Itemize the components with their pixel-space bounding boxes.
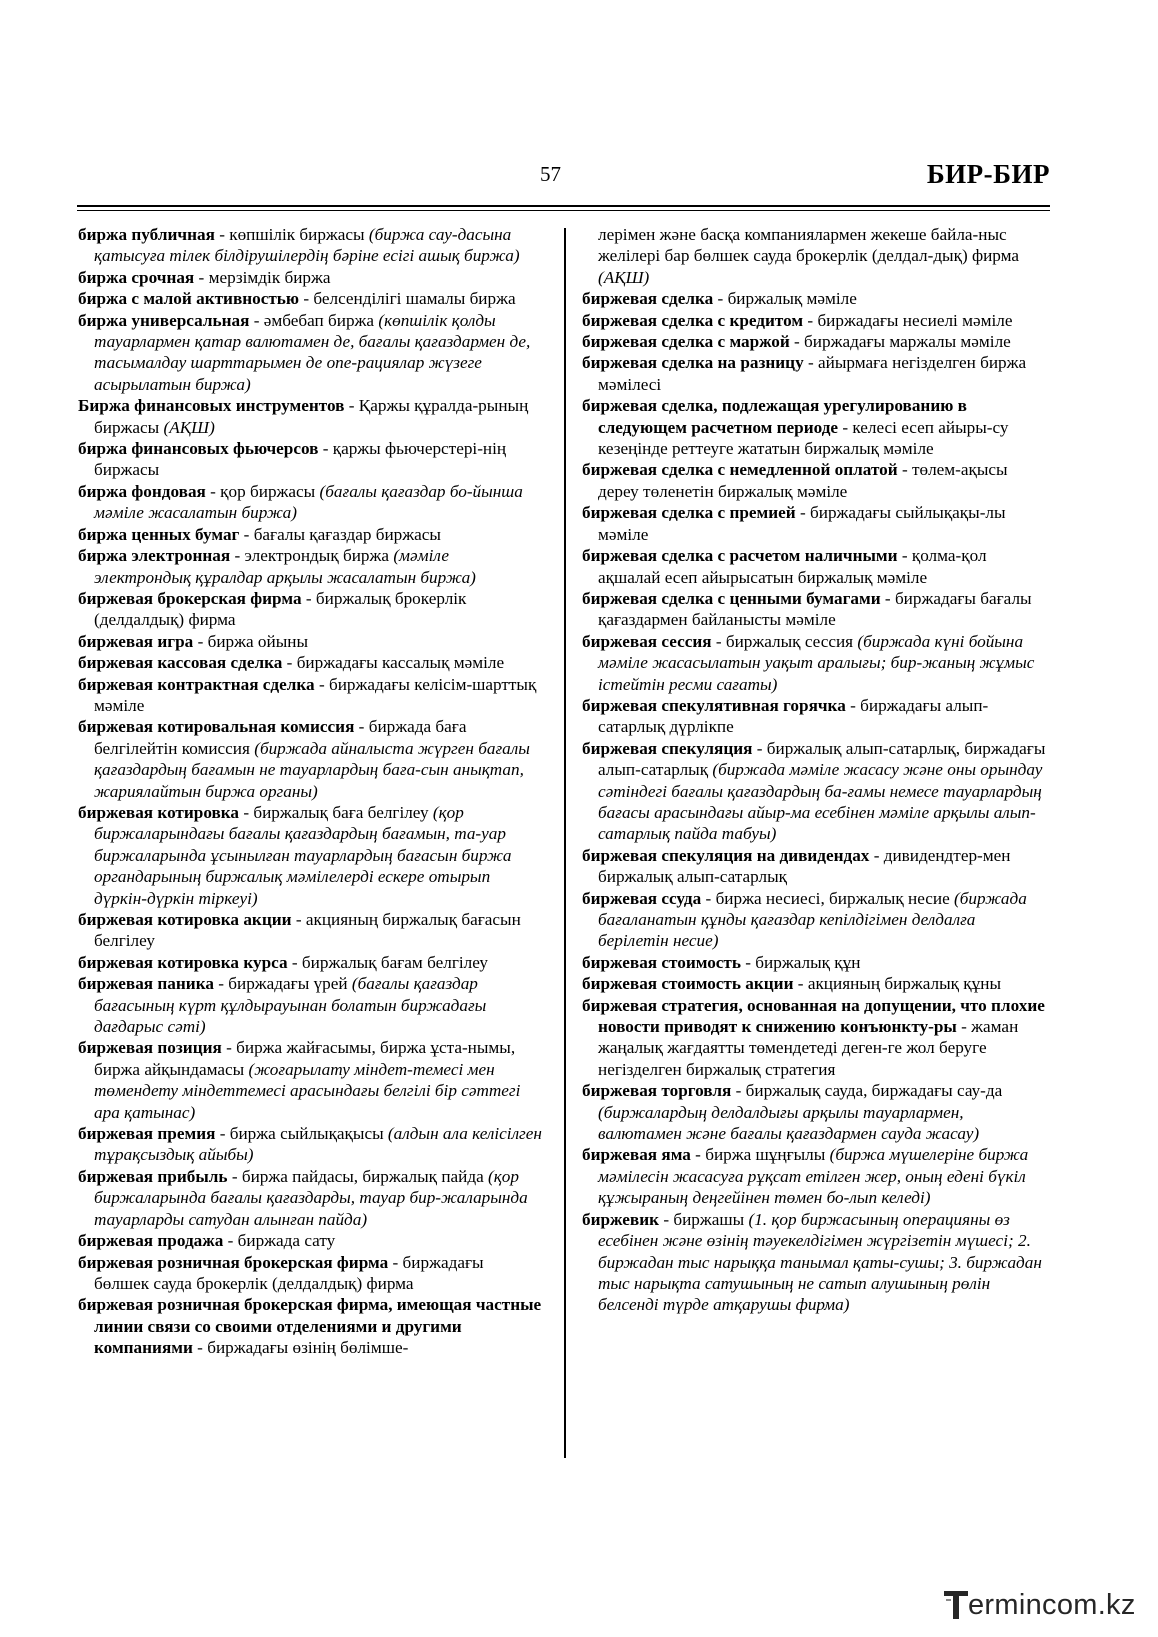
dictionary-entry <box>582 845 1048 888</box>
entry-translation: биржалық сессия <box>725 631 858 651</box>
entry-term: биржевая сделка с кредитом <box>582 310 804 330</box>
entry-translation: биржадағы маржалы мәміле <box>804 332 1011 352</box>
dictionary-entry <box>78 438 542 481</box>
entry-term: биржа с малой активностью <box>78 289 300 309</box>
dictionary-entry <box>78 802 542 909</box>
entry-translation: биржалық баға белгілеу <box>253 802 433 822</box>
dictionary-entry <box>78 1123 542 1166</box>
entry-term: Биржа финансовых инструментов <box>78 396 345 416</box>
watermark-logo <box>942 1585 1146 1625</box>
entry-translation: биржа жайғасымы, биржа ұста-нымы, биржа айқындамасы <box>94 1038 516 1079</box>
dictionary-entry <box>78 952 542 973</box>
entry-separator: - <box>690 1145 706 1165</box>
entry-term: биржевая котировка акции <box>78 910 292 929</box>
entry-term: биржевая игра <box>78 631 194 651</box>
entry-term: биржевая контрактная сделка <box>78 674 315 694</box>
entry-translation: биржалық сауда, биржадағы сау-да <box>745 1081 1003 1101</box>
entry-separator: - <box>239 524 254 544</box>
dictionary-entry <box>582 310 1048 331</box>
entry-translation: биржалық брокерлік (делдалдық) фирма <box>94 588 467 630</box>
header-rule-thin <box>77 210 1050 211</box>
entry-translation: қолма-қол ақшалай есеп айырысатын биржалық мәміле <box>598 546 987 587</box>
entry-separator: - <box>956 1017 972 1037</box>
entry-translation: қор биржасы <box>220 481 320 501</box>
entry-separator: - <box>192 1338 208 1358</box>
entry-note: (бағалы қағаздар бо-йынша мәміле жасалатын биржа) <box>94 481 523 523</box>
entry-separator: - <box>287 952 302 972</box>
entry-term: биржевая стоимость акции <box>582 974 794 994</box>
dictionary-entry <box>582 973 1048 994</box>
entry-term: биржевая сделка с расчетом наличными <box>582 546 898 566</box>
entry-separator: - <box>291 910 306 929</box>
entry-translation: биржадағы несиелі мәміле <box>817 310 1013 330</box>
entry-translation: биржадағы бөлшек сауда брокерлік (делдалдық) фирма <box>94 1252 484 1293</box>
entry-translation: биржадағы келісім-шарттық мәміле <box>94 674 537 715</box>
entry-translation: Қаржы құралда-рының биржасы <box>94 396 529 437</box>
entry-separator: - <box>880 588 895 608</box>
entry-note: (биржада мәміле жасасу және оны орындау сәтіндегі бағалы қағаздардың ба-ғамы немесе тауарлардың бағасы арасындағы айыр-ма есебінен мәміле арқылы алып-сатарлық пайда табуы) <box>598 760 1043 844</box>
entry-translation: жаман жаңалық жағдаятты төмендетеді деген-ге жол беруге негізделген биржалық стратегия <box>598 1017 1019 1079</box>
entry-translation: көпшілік биржасы <box>229 225 369 244</box>
entry-translation: белсенділігі шамалы биржа <box>313 289 516 309</box>
entry-translation: келесі есеп айыры-су кезеңінде реттеуге жататын биржалық мәміле <box>598 417 1009 459</box>
dictionary-entry <box>78 973 542 1037</box>
entry-term: биржевая брокерская фирма <box>78 588 302 608</box>
entry-note: (мәміле электрондық құралдар арқылы жасалатын биржа) <box>94 546 476 587</box>
entry-term: биржевая позиция <box>78 1038 222 1058</box>
dictionary-entry <box>582 1080 1048 1144</box>
entry-term: биржевая розничная брокерская фирма, имеющая частные линии связи со своими отделениями и другими компаниями <box>78 1295 542 1358</box>
dictionary-entry <box>78 310 542 396</box>
entry-term: биржа срочная <box>78 267 195 287</box>
entry-term: биржа универсальная <box>78 310 250 330</box>
dictionary-entry <box>582 352 1048 395</box>
right-column <box>582 224 1048 1316</box>
entry-term: биржевая стоимость <box>582 952 741 972</box>
entry-term: биржевик <box>582 1209 660 1229</box>
entry-term: биржевая сделка с немедленной оплатой <box>582 460 898 480</box>
entry-separator: - <box>388 1252 403 1272</box>
entry-separator: - <box>344 396 359 416</box>
page-number: 57 <box>540 162 561 186</box>
dictionary-entry <box>78 652 542 673</box>
entry-separator: - <box>793 974 808 994</box>
entry-separator: - <box>897 460 912 480</box>
entry-translation: биржа несиесі, биржалық несие <box>715 888 955 908</box>
entry-note: (алдын ала келісілген тұрақсыздық айыбы) <box>94 1124 542 1165</box>
dictionary-entry <box>582 395 1048 459</box>
entry-separator: - <box>845 695 861 715</box>
entry-separator: - <box>213 974 229 994</box>
entry-term: биржевая сделка с премией <box>582 503 796 523</box>
entry-separator: - <box>193 631 208 651</box>
entry-term: биржа электронная <box>78 546 231 566</box>
termincom-logo-t-icon <box>944 1589 970 1621</box>
dictionary-entry <box>78 1230 542 1251</box>
entry-note: (1. қор биржасының операцияны өз есебінен және өзінің тәуекелдігімен жүргізетін мүшесі; 2. биржадан тыс нарыққа танымал қаты-сушы; 3. биржадан тыс нарықта сатушының не сатып алушының рөлін белсенді түрде атқарушы фирма) <box>598 1209 1042 1315</box>
entry-translation: биржалық бағам белгілеу <box>301 952 489 972</box>
entry-term: биржа финансовых фьючерсов <box>78 439 319 459</box>
dictionary-entry <box>582 995 1048 1081</box>
dictionary-entry <box>582 888 1048 952</box>
entry-translation: бағалы қағаздар биржасы <box>253 524 441 544</box>
entry-separator: - <box>221 1038 237 1058</box>
entry-translation: биржа шұңғылы <box>705 1145 830 1165</box>
entry-term: биржевая сделка с маржой <box>582 332 790 352</box>
entry-translation: айырмаға негізделген биржа мәмілесі <box>598 353 1027 394</box>
entry-note: (бағалы қағаздар бағасының күрт құлдырауынан болатын биржадағы дағдарыс сәті) <box>94 974 487 1037</box>
entry-separator: - <box>740 952 756 972</box>
entry-note: (биржалардың делдалдығы арқылы тауарлармен, валютамен және бағалы қағаздармен сауда жасау) <box>598 1102 980 1144</box>
entry-term: биржевая спекулятивная горячка <box>582 695 846 715</box>
entry-translation: биржалық алып-сатарлық, биржадағы алып-сатарлық <box>598 738 1046 780</box>
entry-note: (АҚШ) <box>163 417 215 437</box>
entry-separator: - <box>838 417 853 437</box>
entry-separator: - <box>299 289 314 309</box>
dictionary-entry <box>78 267 542 288</box>
dictionary-entry <box>582 952 1048 973</box>
entry-separator: - <box>354 717 369 737</box>
entry-term: биржевая котировальная комиссия <box>78 717 355 737</box>
dictionary-entry <box>582 502 1048 545</box>
entry-separator: - <box>659 1209 674 1229</box>
dictionary-entry <box>582 588 1048 631</box>
entry-term: биржевая кассовая сделка <box>78 653 283 673</box>
entry-separator: - <box>789 332 805 352</box>
entry-term: биржевая прибыль <box>78 1166 228 1186</box>
entry-separator: - <box>731 1081 746 1101</box>
entry-separator: - <box>227 1166 242 1186</box>
dictionary-entry <box>582 288 1048 309</box>
entry-translation: мерзімдік биржа <box>208 267 331 287</box>
entry-term: биржевая премия <box>78 1124 216 1144</box>
entry-translation: биржа сыйлықақысы <box>229 1124 388 1144</box>
entry-translation: дивидендтер-мен биржалық алып-сатарлық <box>598 845 1011 887</box>
entry-term: биржевая сделка <box>582 289 714 309</box>
entry-separator: - <box>223 1231 238 1251</box>
watermark-text: ermincom.kz <box>968 1589 1136 1621</box>
entry-term: биржевая котировка <box>78 802 240 822</box>
dictionary-entry <box>582 738 1048 845</box>
entry-translation: биржалық құн <box>755 952 861 972</box>
entry-term: биржевая торговля <box>582 1081 732 1101</box>
dictionary-entry <box>78 288 542 309</box>
entry-separator: - <box>194 267 209 287</box>
running-head: БИР-БИР <box>926 159 1050 189</box>
header-rule <box>77 205 1050 207</box>
dictionary-entry <box>582 459 1048 502</box>
column-divider <box>564 228 566 1458</box>
entry-term: биржевая сессия <box>582 631 712 651</box>
entry-translation: биржадағы бағалы қағаздармен байланысты мәміле <box>598 588 1032 630</box>
entry-note: (биржада бағаланатын құнды қағаздар кепілдігімен делдалға берілетін несие) <box>598 888 1027 951</box>
entry-separator: - <box>701 888 716 908</box>
entry-note: (қор биржаларындағы бағалы қағаздардың бағамын, та-уар биржаларында ұсынылған тауарлардың бағасын биржа органдарының биржалық мәмілелерді ескере отырып дүркін-дүркін тіркеуі) <box>94 802 512 908</box>
entry-term: биржевая сделка на разницу <box>582 353 804 373</box>
entry-separator: - <box>249 310 264 330</box>
entry-translation: биржадағы үрей <box>228 974 352 994</box>
entry-separator: - <box>239 802 254 822</box>
entry-term: биржа фондовая <box>78 481 206 501</box>
dictionary-entry <box>78 909 542 952</box>
entry-separator: - <box>230 546 245 566</box>
dictionary-entry <box>78 716 542 802</box>
dictionary-entry <box>78 588 542 631</box>
entry-translation: акцияның биржалық құны <box>807 974 1001 994</box>
entry-separator: - <box>711 631 726 651</box>
dictionary-entry <box>78 224 542 267</box>
entry-translation: қаржы фьючерстері-нің биржасы <box>94 439 507 480</box>
entry-translation: төлем-ақысы дереу төленетін биржалық мәміле <box>598 460 1008 501</box>
entry-separator: - <box>301 588 316 608</box>
entry-term: биржевая яма <box>582 1145 691 1165</box>
entry-separator: - <box>713 289 728 309</box>
dictionary-entry <box>78 631 542 652</box>
dictionary-entry <box>582 695 1048 738</box>
entry-separator: - <box>314 674 329 694</box>
entry-term: биржевая розничная брокерская фирма <box>78 1252 389 1272</box>
entry-note: (көпшілік қолды тауарлармен қатар валютамен де, бағалы қағаздармен де, тасымалдау шарттарымен де опе-рациялар жүзеге асырылатын биржа) <box>94 310 531 394</box>
entry-term: биржевая спекуляция <box>582 738 753 758</box>
entry-note: (биржада күні бойына мәміле жасасылатын уақыт аралығы; бир-жаның жұмыс істейтін ресми сағаты) <box>598 631 1035 694</box>
dictionary-entry <box>582 545 1048 588</box>
entry-note: (АҚШ) <box>598 267 650 287</box>
entry-separator: - <box>803 353 819 373</box>
entry-term: биржевая сделка с ценными бумагами <box>582 588 881 608</box>
dictionary-entry <box>78 1294 542 1358</box>
dictionary-entry <box>78 524 542 545</box>
entry-note: (биржада айналыста жүрген бағалы қағаздардың бағамын не тауарлардың баға-сын анықтап, жариялайтын биржа органы) <box>94 738 530 801</box>
dictionary-entry <box>582 631 1048 695</box>
entry-separator: - <box>897 546 912 566</box>
dictionary-entry <box>78 674 542 717</box>
entry-translation: биржада сату <box>237 1231 336 1251</box>
entry-note: (жоғарылату міндет-темесі мен төмендету міндеттемесі арасындағы белгілі бір сәттегі ара қатынас) <box>94 1059 521 1122</box>
dictionary-entry <box>78 481 542 524</box>
left-column <box>78 224 542 1359</box>
dictionary-entry <box>78 1252 542 1295</box>
entry-translation: биржа ойыны <box>207 631 309 651</box>
dictionary-entry <box>582 1209 1048 1316</box>
entry-translation: биржадағы кассалық мәміле <box>296 653 505 673</box>
dictionary-entry <box>582 331 1048 352</box>
entry-translation: акцияның биржалық бағасын белгілеу <box>94 910 521 951</box>
entry-translation: биржашы <box>673 1209 749 1229</box>
dictionary-entry <box>78 1037 542 1123</box>
dictionary-entry <box>582 224 1048 288</box>
entry-translation: биржадағы сыйлықақы-лы мәміле <box>598 503 1006 544</box>
entry-separator: - <box>214 225 230 244</box>
entry-translation: биржада баға белгілейтін комиссия <box>94 717 467 758</box>
entry-term: биржа публичная <box>78 225 215 244</box>
dictionary-entry <box>78 1166 542 1230</box>
entry-separator: - <box>869 845 884 865</box>
entry-separator: - <box>795 503 811 523</box>
entry-translation: биржа пайдасы, биржалық пайда <box>241 1166 489 1186</box>
entry-translation: электрондық биржа <box>244 546 394 566</box>
entry-note: (биржа сау-дасына қатысуға тілек білдірушілердің бәріне есігі ашық биржа) <box>94 225 520 266</box>
entry-note: (биржа мүшелеріне биржа мәмілесін жасасуға рұқсат етілген жер, оның едені бүкіл құжыраның деңгейінен төмен бо-лып келеді) <box>598 1145 1029 1208</box>
entry-separator: - <box>282 653 297 673</box>
entry-note: (қор биржаларында бағалы қағаздарды, тауар бир-жаларында тауарларды сатудан алынған пайда) <box>94 1166 528 1229</box>
dictionary-entry <box>78 545 542 588</box>
entry-translation: биржадағы өзінің бөлімше- <box>207 1338 409 1358</box>
entry-term: биржевая паника <box>78 974 214 994</box>
entry-term: биржевая стратегия, основанная на допущении, что плохие новости приводят к снижению конъюнкту-ры <box>582 995 1045 1037</box>
entry-separator: - <box>318 439 333 459</box>
entry-term: биржевая сделка, подлежащая урегулированию в следующем расчетном периоде <box>582 396 967 437</box>
entry-separator: - <box>215 1124 230 1144</box>
entry-separator: - <box>803 310 818 330</box>
entry-translation: биржалық мәміле <box>727 289 857 309</box>
dictionary-entry <box>582 1144 1048 1208</box>
entry-term: биржевая котировка курса <box>78 952 288 972</box>
entry-translation: әмбебап биржа <box>263 310 379 330</box>
entry-term: биржевая спекуляция на дивидендах <box>582 845 870 865</box>
entry-translation: биржадағы алып-сатарлық дүрлікпе <box>598 695 989 737</box>
entry-translation: лерімен және басқа компаниялармен жекеше байла-ныс желілері бар бөлшек сауда брокерлік (делдал-дық) фирма <box>598 225 1020 266</box>
entry-term: биржа ценных бумаг <box>78 524 240 544</box>
entry-separator: - <box>752 738 767 758</box>
dictionary-entry <box>78 395 542 438</box>
entry-term: биржевая продажа <box>78 1231 224 1251</box>
entry-separator: - <box>205 481 221 501</box>
entry-term: биржевая ссуда <box>582 888 702 908</box>
